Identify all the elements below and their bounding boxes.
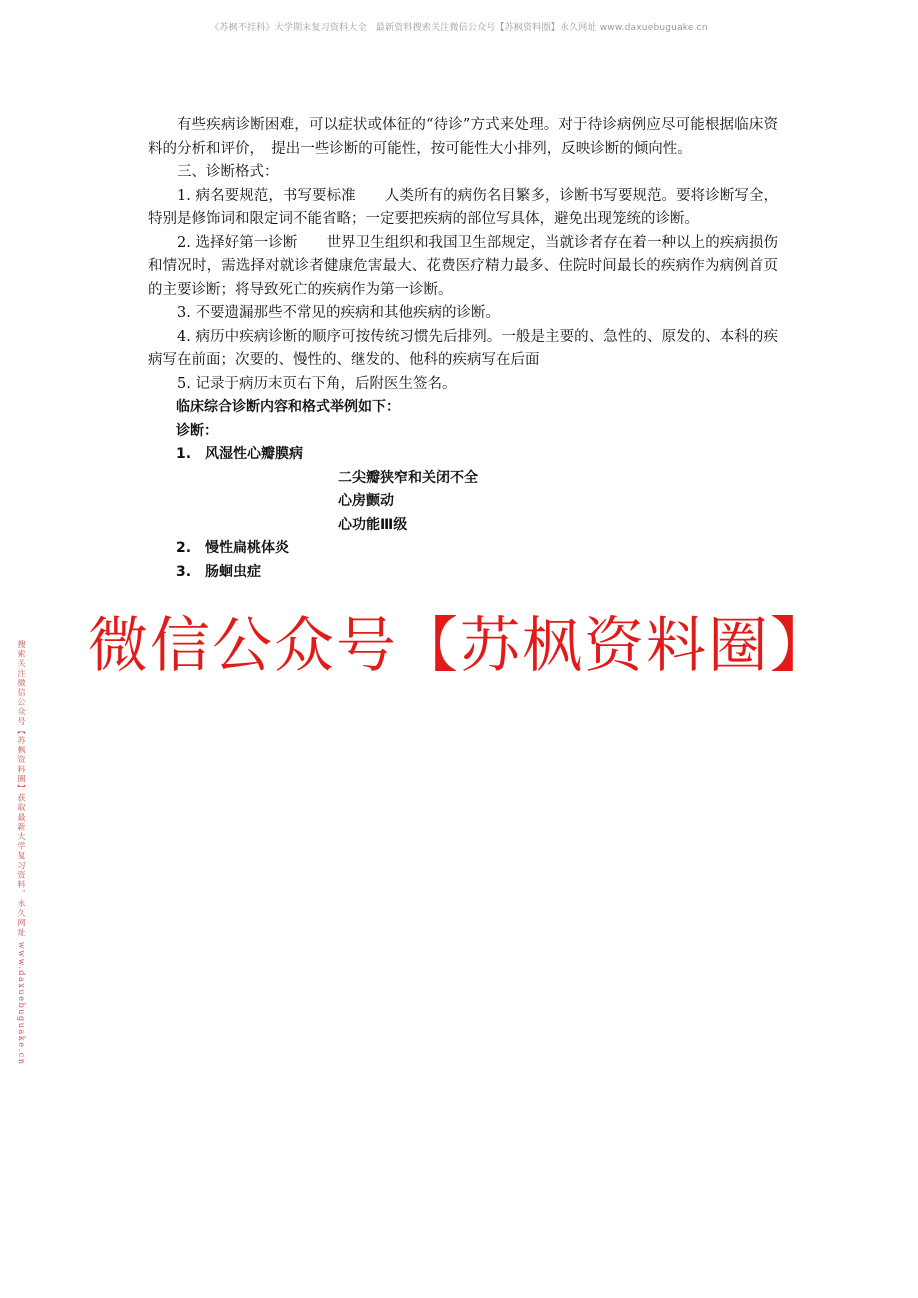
side-watermark: 搜索关注微信公众号【苏枫资料圈】获取最新大学复习资料，永久网址 www.daxuebuguake.cn <box>17 640 26 1066</box>
diagnosis-item-1-sub-2: 心房颤动 <box>338 493 394 509</box>
wechat-promo-stamp: 微信公众号【苏枫资料圈】 <box>88 611 832 681</box>
header-watermark: 《苏枫不挂科》大学期末复习资料大全 最新资料搜索关注微信公众号【苏枫资料圈】永久网址 www.daxuebuguake.cn <box>210 23 708 33</box>
example-heading: 临床综合诊断内容和格式举例如下： <box>176 399 400 415</box>
paragraph-rule-5: 5. 记录于病历末页右下角，后附医生签名。 <box>177 375 457 392</box>
diagnosis-label: 诊断： <box>176 422 218 439</box>
paragraph-pending-diagnosis: 有些疾病诊断困难，可以症状或体征的“待诊”方式来处理。对于待诊病例应尽可能根据临床资料的分析和评价， 提出一些诊断的可能性，按可能性大小排列，反映诊断的倾向性。 <box>148 117 778 157</box>
paragraph-rule-1: 1. 病名要规范，书写要标准 人类所有的病伤名目繁多，诊断书写要规范。要将诊断写全，特别是修饰词和限定词不能省略；一定要把疾病的部位写具体，避免出现笼统的诊断。 <box>148 187 778 227</box>
paragraph-rule-4: 4. 病历中疾病诊断的顺序可按传统习惯先后排列。一般是主要的、急性的、原发的、本科的疾病写在前面；次要的、慢性的、继发的、他科的疾病写在后面 <box>148 328 778 368</box>
diagnosis-item-1-sub-3: 心功能Ⅲ级 <box>338 516 408 533</box>
paragraph-rule-3: 3. 不要遗漏那些不常见的疾病和其他疾病的诊断。 <box>177 305 500 321</box>
section-heading-diagnosis-format: 三、诊断格式： <box>177 164 279 180</box>
diagnosis-item-3: 3. 肠蛔虫症 <box>176 563 262 580</box>
paragraph-rule-2: 2. 选择好第一诊断 世界卫生组织和我国卫生部规定，当就诊者存在着一种以上的疾病损伤和情况时，需选择对就诊者健康危害最大、花费医疗精力最多、住院时间最长的疾病作为病例首页的主要诊断；将导致死亡的疾病作为第一诊断。 <box>148 234 778 298</box>
document-body <box>148 114 778 584</box>
diagnosis-item-1: 1. 风湿性心瓣膜病 <box>176 446 304 462</box>
diagnosis-item-1-sub-1: 二尖瓣狭窄和关闭不全 <box>338 469 478 486</box>
diagnosis-item-2: 2. 慢性扁桃体炎 <box>176 540 290 556</box>
